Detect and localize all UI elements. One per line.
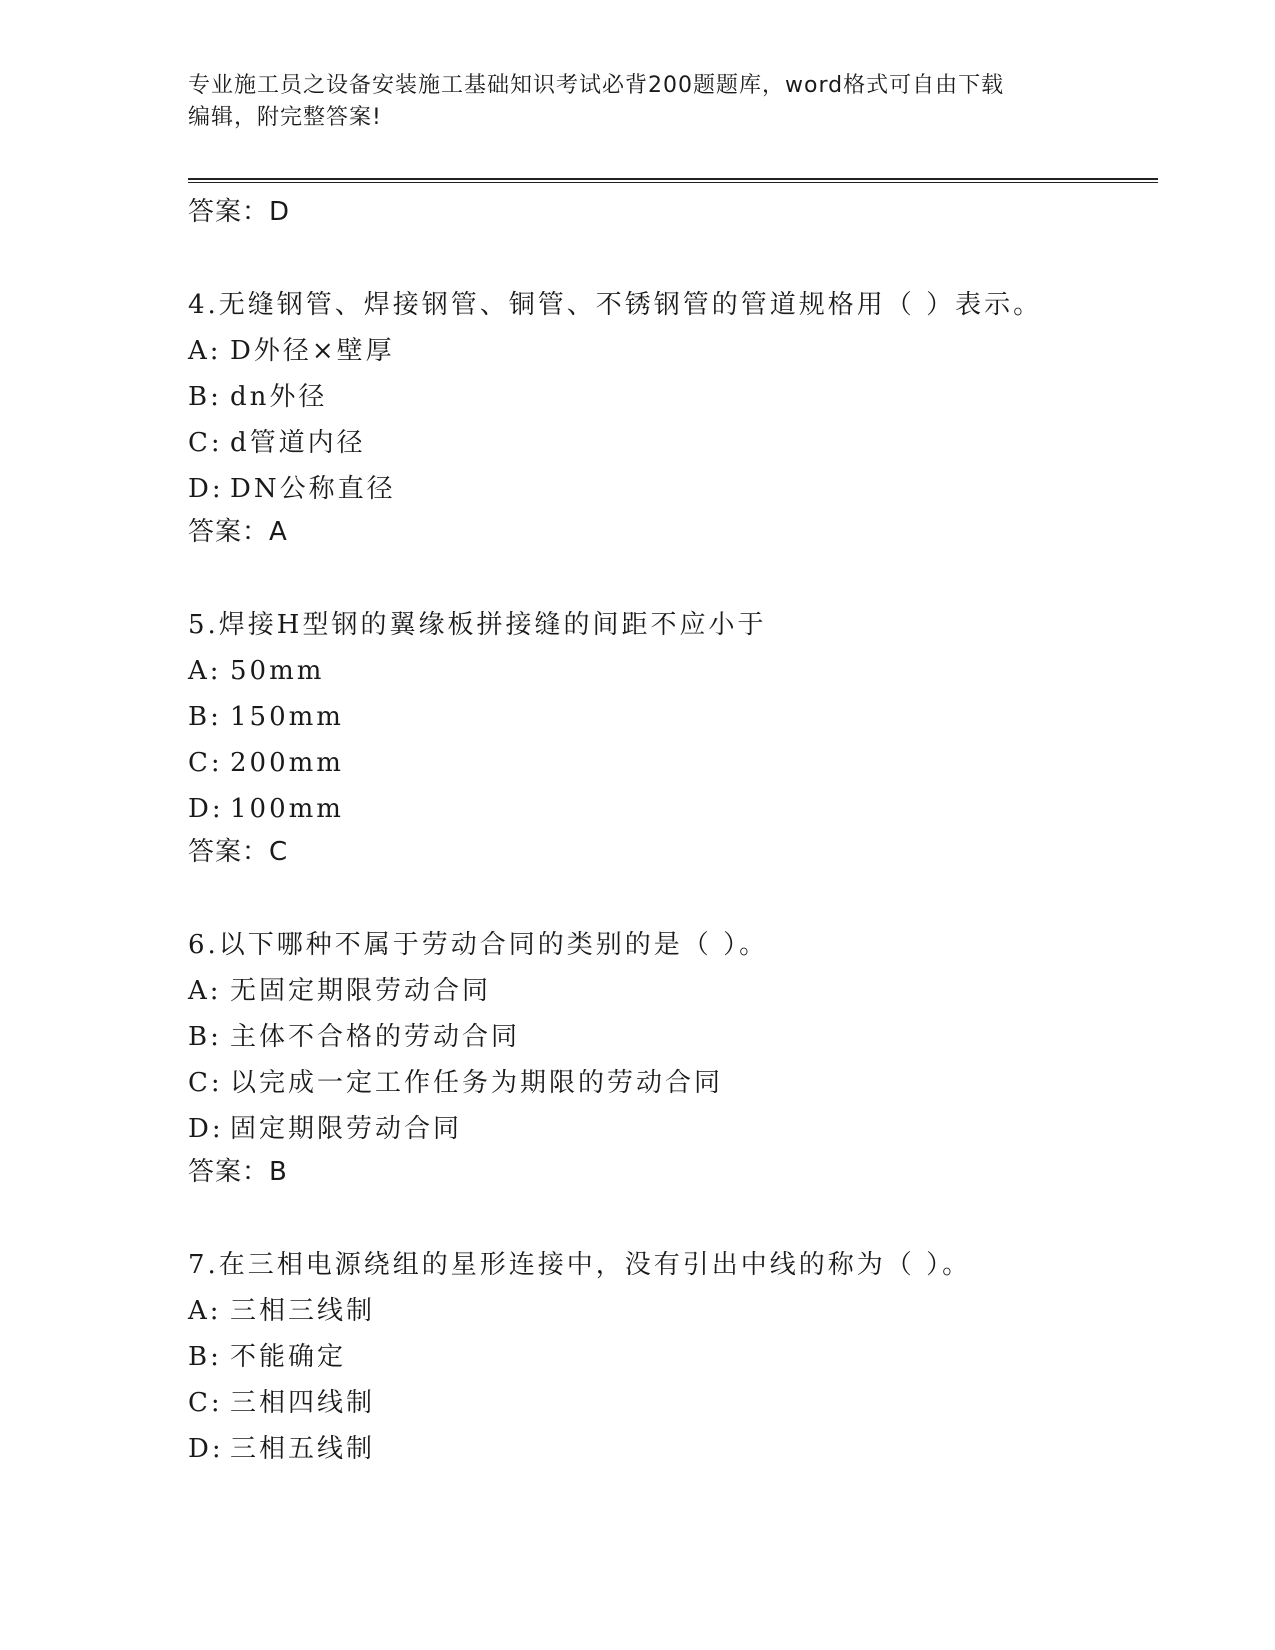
option-d [188,786,1158,832]
option-b [188,1334,1158,1380]
header-line-2: 编辑，附完整答案! [188,105,382,130]
option-letter: C: [188,748,223,778]
page-header [188,70,1088,134]
option-letter: C: [188,1388,223,1418]
option-c [188,1060,1158,1106]
option-a [188,968,1158,1014]
option-b [188,374,1158,420]
option-letter: B: [188,1022,222,1052]
option-c [188,1380,1158,1426]
option-letter: C: [188,1068,223,1098]
option-text: 无固定期限劳动合同 [230,976,492,1006]
answer: 答案：C [188,837,289,867]
question-5 [188,602,1158,872]
option-letter: A: [188,336,222,366]
option-c [188,420,1158,466]
option-text: 以完成一定工作任务为期限的劳动合同 [230,1068,724,1098]
question-6 [188,922,1158,1192]
option-d [188,466,1158,512]
option-text: 100mm [230,794,344,824]
option-c [188,740,1158,786]
option-text: 三相四线制 [230,1388,376,1418]
header-divider [188,178,1158,183]
option-letter: A: [188,656,222,686]
option-text: dn外径 [230,382,328,412]
option-letter: B: [188,382,222,412]
question-stem: 7.在三相电源绕组的星形连接中，没有引出中线的称为（ ）。 [188,1250,972,1280]
question-list [188,192,1158,1472]
option-text: DN公称直径 [230,474,396,504]
question-stem: 5.焊接H型钢的翼缘板拼接缝的间距不应小于 [188,610,767,640]
option-letter: B: [188,702,222,732]
option-d [188,1426,1158,1472]
option-text: 三相五线制 [230,1434,376,1464]
answer-q3: 答案：D [188,197,291,227]
option-letter: A: [188,976,222,1006]
option-text: 150mm [230,702,344,732]
option-letter: A: [188,1296,222,1326]
answer: 答案：B [188,1157,288,1187]
option-letter: D: [188,794,224,824]
option-b [188,1014,1158,1060]
question-4 [188,282,1158,552]
option-text: 固定期限劳动合同 [230,1114,463,1144]
question-7 [188,1242,1158,1472]
header-line-1: 专业施工员之设备安装施工基础知识考试必背200题题库，word格式可自由下载 [188,73,1005,98]
option-a [188,328,1158,374]
question-stem: 6.以下哪种不属于劳动合同的类别的是（ ）。 [188,930,769,960]
option-text: D外径×壁厚 [230,336,395,366]
option-letter: D: [188,1434,224,1464]
option-letter: D: [188,474,224,504]
answer: 答案：A [188,517,288,547]
option-text: 不能确定 [230,1342,347,1372]
option-b [188,694,1158,740]
question-stem: 4.无缝钢管、焊接钢管、铜管、不锈钢管的管道规格用（ ）表示。 [188,290,1043,320]
option-text: 三相三线制 [230,1296,376,1326]
option-a [188,1288,1158,1334]
option-text: 200mm [230,748,344,778]
option-d [188,1106,1158,1152]
option-letter: B: [188,1342,222,1372]
option-text: 50mm [230,656,325,686]
option-text: 主体不合格的劳动合同 [230,1022,521,1052]
option-a [188,648,1158,694]
option-letter: D: [188,1114,224,1144]
option-letter: C: [188,428,223,458]
option-text: d管道内径 [230,428,366,458]
